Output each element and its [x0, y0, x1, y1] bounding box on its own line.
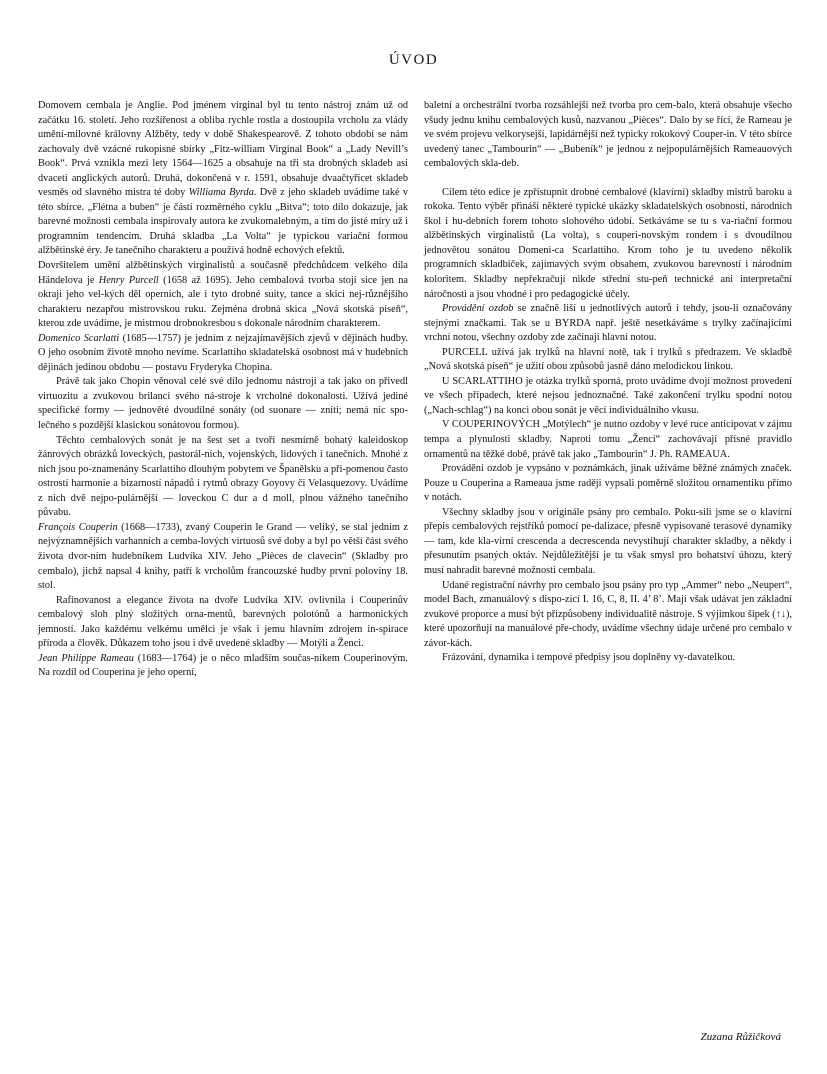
paragraph-purcell-trills [424, 346, 792, 375]
text-run: Dovršitelem umění alžbětinských virginalistů a současně předchůdcem velkého díla Händelova je [38, 260, 408, 286]
paragraph-edition-aim [424, 186, 792, 302]
paragraph-rameau-continued [424, 99, 792, 172]
paragraph-couperin-style [38, 594, 408, 652]
paragraph-rameau [38, 652, 408, 681]
paragraph-couperin [38, 521, 408, 594]
text-run: Všechny skladby jsou v originále psány pro cembalo. Poku-sili jsme se o klavírní přepis cembalových rejstříků pomocí pe-dalizace, přesně vypisované terasové dynamiky — tam, kde kla-vírní crescenda a decrescenda nevystihují charakter skladby, a někdy i přesunutím psaných oktáv. Nejdůležitější je tu však smysl pro bohatství úhozu, který musí nahradit barevné možnosti cembala. [424, 506, 792, 576]
paragraph-ornaments [424, 302, 792, 346]
right-column [424, 99, 792, 666]
composer-name-purcell: Henry Purcell [98, 274, 159, 286]
text-run: Frázování, dynamika i tempové předpisy jsou doplněny vy-davatelkou. [442, 652, 736, 664]
paragraph-registration [424, 579, 792, 652]
text-run: Právě tak jako Chopin věnoval celé své dílo jednomu nástroji a tak jako on přivedl virtuozitu a zvukovou brilanci svého ná-stroje k vrcholné dokonalosti. Užívá jediné specifické formy — jednověté dvoudílné sonáty (od suonare — zníti; nemá nic spo-lečného s pozdější klasickou sonátovou formou). [38, 376, 408, 432]
paragraph-ornament-notation [424, 462, 792, 506]
page-title: ÚVOD [388, 52, 439, 68]
text-run: (1658 až 1695). Jeho cembalová tvorba stojí sice jen na okraji jeho vel-kých děl operních, ale i tyto drobné suity, tance a skici nej-různějšího charakteru nezapřou mistrovskou ruku. Zejména drobná skica „Nová skotská píseň“, kterou zde uvádíme, je mistrnou drobnokresbou s dokonale národním charakterem. [38, 274, 409, 330]
left-column [38, 99, 408, 681]
text-run: . Dvě z jeho skladeb uvádíme také v této sbírce. „Flétna a buben“ je částí rozměrného cyklu „Bitva“; toto dílo dokazuje, jak barevné možnosti cembala inspirovaly autora ke zvukomalebným, a tím do jisté míry už i programním tendencím. Druhá skladba „La Volta“ je typickou variační formou alžbětinské éry. Je tanečního charakteru a používá hodně echových efektů. [38, 187, 408, 257]
author-signature: Zuzana Růžičková [700, 1031, 781, 1043]
text-run: Rafinovanost a elegance života na dvoře Ludvíka XIV. ovlivnila i Couperinův cembalový sloh plný složitých orna-mentů, barevných polotónů a harmonických jemností. Jako každému velkému umělci je však i jemu hlavním zdrojem in-spirace příroda a člověk. Důkazem toho jsou i dvě uvedené skladby — Motýli a Ženci. [38, 594, 408, 650]
composer-name-scarlatti: Domenico Scarlatti [38, 332, 120, 344]
text-run: U SCARLATTIHO je otázka trylků sporná, proto uvádíme dvojí možnost provedení ve všech případech, které nejsou jednoznačné. Také zakončení trylku spodní notou („Nach-schlag“) na konci obou sonát je věcí individuálního vkusu. [424, 375, 792, 416]
composer-name-couperin: François Couperin [38, 521, 118, 533]
text-run: (1685—1757) je jedním z nejzajímavějších zjevů v dějinách hudby. O jeho osobním životě mnoho nevíme. Scarlattiho skladatelská osobnost má v hudebních dějinách jedinou obdobu — postavu Fryderyka Chopina. [38, 332, 408, 373]
text-run: (1683—1764) je o něco mladším součas-níkem Couperinovým. Na rozdíl od Couperina je jeho operní, [38, 652, 408, 679]
composer-name-rameau: Jean Philippe Rameau [38, 652, 134, 664]
text-run: PURCELL užívá jak trylků na hlavní notě, tak i trylků s předrazem. Ve skladbě „Nová skotská píseň“ je užití obou způsobů jasně dáno melodickou linkou. [424, 346, 792, 373]
text-run: Cílem této edice je zpřístupnit drobné cembalové (klavírní) skladby mistrů baroku a rokoka. Tento výběr přináší některé typické ukázky skladatelských osobností, národních škol i hu-debních forem tohoto slohového údobí. Setkáváme se tu s va-riační formou alžbětinských virginalistů (La volta), s couperi-novským rondem i s dvoudílnou jednovětou sonátou Domeni-ca Scarlattiho. Krom toho je tu uvedeno několik programních skladbiček, zajímavých svým obsahem, zvukovou barevností i národním koloritem. Skladby nepřekračují nikde střední stu-peň technické ani interpretační náročnosti a jsou vhodné i pro pedagogické účely. [424, 186, 792, 300]
text-run: (1668—1733), zvaný Couperin le Grand — veliký, se stal jedním z nejvýznamnějších varhanních a cemba-lových virtuosů své doby a byl po větší část svého života dvor-ním hudebníkem Ludvíka XIV. Jeho „Pièces de clavecin“ (Skladby pro cembalo), jichž napsal 4 knihy, patří k vrcholům francouzské hudby první poloviny 18. stol. [38, 521, 408, 592]
paragraph-piano-transcription [424, 506, 792, 579]
paragraph-phrasing [424, 651, 792, 666]
paragraph-scarlatti-sonatas [38, 434, 408, 521]
paragraph-couperin-ornaments [424, 418, 792, 462]
paragraph-purcell [38, 259, 408, 332]
paragraph-chopin-comparison [38, 375, 408, 433]
composer-name-byrd: Williama Byrda [188, 187, 254, 199]
paragraph-england-virginal [38, 99, 408, 259]
text-run: Udané registrační návrhy pro cembalo jsou psány pro typ „Ammer“ nebo „Neupert“, model Bach, zmanuálový s dispo-zicí I. 16, C, 8, II. 4’ 8’. Mají však udávat jen základní zvukové proporce a musí být přizpůsobeny individualitě nástroje. S výjimkou šipek (↑↓), které upozorňují na manuálové pře-chody, uvádíme všechny údaje určené pro cembalo v závor-kách. [424, 579, 792, 649]
text-run: Domovem cembala je Anglie. Pod jménem virginal byl tu tento nástroj znám už od začátku 16. století. Jeho rozšířenost a obliba rychle rostla a dostoupila vrcholu za vlády umění-milovné královny Alžběty, tedy v době Shakespearově. Z tohoto období se nám zachovaly dvě vzácné rukopisné sbírky „Fitz-william Virginal Book“ a „Lady Nevill’s Book“. Prvá vznikla mezi lety 1564—1625 a obsahuje na tři sta drobných skladeb asi dvaceti anglických autorů. Druhá, dokončená v r. 1591, obsahuje dvaačtyřicet skladeb vesměs od slavného mistra té doby [38, 100, 408, 199]
text-run: baletní a orchestrální tvorba rozsáhlejší než tvorba pro cem-balo, která obsahuje všecho všudy jednu knihu cembalových kusů, nazvanou „Pièces“. Dalo by se říci, že Rameau je ve svém projevu velkorysejší, lapidárnější než typicky rokokový Couper-in. V této sbírce uvedený tanec „Tambourin“ — „Bubeník“ je jednou z nejpopulárnějších Rameauových cembalových skla-deb. [424, 100, 792, 170]
text-run: V COUPERINOVÝCH „Motýlech“ je nutno ozdoby v levé ruce anticipovat v zájmu tempa a plynulosti skladby. Naproti tomu „Ženci“ zachovávají přísné pravidlo ornamentů na těžké době, právě tak jako „Tambourin“ J. Ph. RAMEAUA. [424, 419, 792, 460]
text-run: Provádění ozdob je vypsáno v poznámkách, jinak užíváme běžné známých značek. Pouze u Couperina a Rameaua jsme raději vypsali poměrně složitou ornamentiku přímo v notách. [424, 463, 792, 504]
paragraph-scarlatti-trills [424, 375, 792, 419]
text-run: se značně liší u jednotlivých autorů i tehdy, jsou-li označovány stejnými značkami. Tak se u BYRDA např. ještě nesetkáváme s trylky začínajícími vrchní notou, všechny ozdoby zde začínají hlavní notou. [424, 303, 793, 344]
text-run: Těchto cembalových sonát je na šest set a tvoří nesmírně bohatý kaleidoskop žánrových obrázků loveckých, pastorál-ních, vojenských, lidových i tanečních. Mnohé z nich jsou po-znamenány Scarlattiho dlouhým pobytem ve Španělsku a při-pomenou často ostrostí harmonie a bizarností nápadů i rytmů obrazy Goyovy či Velasquezovy. Uvádíme z nich dvě nejpo-pulárnější — loveckou C dur a d moll, plnou vážného tanečního půvabu. [38, 434, 408, 519]
term-ornaments: Provádění ozdob [442, 303, 514, 315]
paragraph-scarlatti [38, 332, 408, 376]
